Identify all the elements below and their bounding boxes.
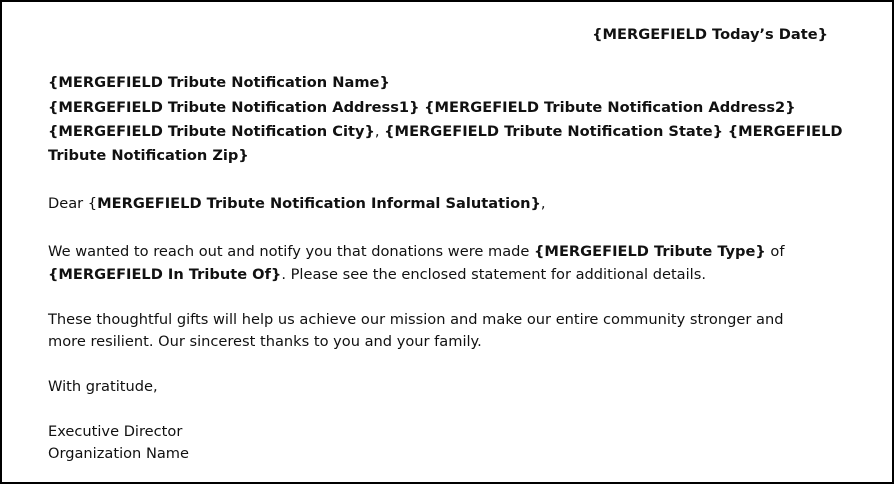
city-comma: , [374, 123, 380, 140]
salutation-field: MERGEFIELD Tribute Notification Informal Salutation} [97, 195, 541, 212]
address2-field: {MERGEFIELD Tribute Notification Address2} [424, 99, 796, 116]
salutation-line [48, 194, 546, 214]
zip-field-part1: {MERGEFIELD [727, 123, 843, 140]
paragraph2-line1: These thoughtful gifts will help us achieve our mission and make our entire community stronger and [48, 311, 784, 328]
salutation-prefix: Dear { [48, 195, 98, 212]
para1-text1: We wanted to reach out and notify you that donations were made [48, 243, 535, 260]
paragraph1-line2 [48, 265, 706, 285]
date-merge-field: {MERGEFIELD Today’s Date} [592, 26, 828, 43]
tribute-type-field: {MERGEFIELD Tribute Type} [534, 243, 766, 260]
para1-text3: . Please see the enclosed statement for additional details. [281, 266, 706, 283]
city-field: {MERGEFIELD Tribute Notification City} [48, 123, 375, 140]
signature-organization: Organization Name [48, 445, 189, 462]
in-tribute-of-field: {MERGEFIELD In Tribute Of} [48, 266, 282, 283]
paragraph2-line2: more resilient. Our sincerest thanks to you and your family. [48, 333, 482, 350]
paragraph1-line1 [48, 242, 785, 262]
state-field: {MERGEFIELD Tribute Notification State} [384, 123, 724, 140]
recipient-city-line [48, 122, 843, 142]
recipient-address-line [48, 98, 796, 118]
closing-line: With gratitude, [48, 378, 158, 395]
para1-text2: of [765, 243, 785, 260]
recipient-name-field: {MERGEFIELD Tribute Notification Name} [48, 74, 390, 91]
salutation-suffix: , [540, 195, 546, 212]
signature-title: Executive Director [48, 423, 183, 440]
zip-field-part2: Tribute Notification Zip} [48, 147, 249, 164]
address1-field: {MERGEFIELD Tribute Notification Address1} [48, 99, 420, 116]
